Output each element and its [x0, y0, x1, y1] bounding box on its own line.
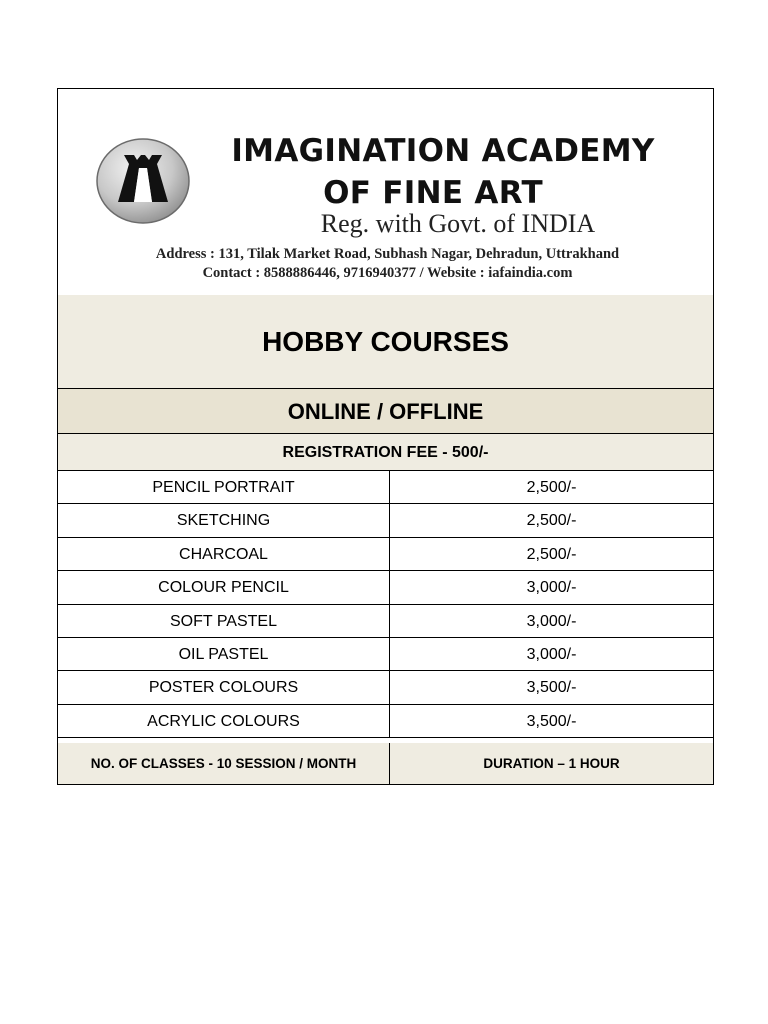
course-name: ACRYLIC COLOURS [58, 705, 390, 737]
academy-address: Address : 131, Tilak Market Road, Subhash Nagar, Dehradun, Uttrakhand [155, 246, 620, 262]
academy-logo-icon [96, 138, 190, 224]
course-name: POSTER COLOURS [58, 671, 390, 703]
academy-title-line2: OF FINE ART [323, 175, 543, 211]
course-fee: 3,500/- [526, 679, 577, 697]
fee-sheet [57, 88, 714, 785]
course-fee: 2,500/- [526, 545, 577, 563]
registration-note: Reg. with Govt. of INDIA [320, 209, 596, 238]
academy-header [58, 89, 713, 296]
course-fee: 3,000/- [526, 579, 577, 597]
course-fee: 3,000/- [526, 645, 577, 663]
course-name: COLOUR PENCIL [58, 571, 390, 603]
course-name: CHARCOAL [58, 538, 390, 570]
registration-fee: REGISTRATION FEE - 500/- [58, 434, 713, 471]
classes-per-month: NO. OF CLASSES - 10 SESSION / MONTH [58, 743, 390, 784]
course-fee: 3,500/- [526, 712, 577, 730]
footer-row [58, 743, 713, 784]
table-row [58, 571, 713, 604]
table-row [58, 638, 713, 671]
table-row [58, 705, 713, 738]
academy-contact: Contact : 8588886446, 9716940377 / Website : iafaindia.com [202, 265, 573, 281]
class-duration: DURATION – 1 HOUR [483, 756, 620, 771]
course-fee: 3,000/- [526, 612, 577, 630]
mode-title: ONLINE / OFFLINE [58, 389, 713, 434]
course-fee-table [58, 471, 713, 738]
course-name: OIL PASTEL [58, 638, 390, 670]
table-row [58, 471, 713, 504]
course-name: PENCIL PORTRAIT [58, 471, 390, 503]
course-fee: 2,500/- [526, 479, 577, 496]
course-name: SKETCHING [58, 504, 390, 536]
table-row [58, 538, 713, 571]
table-row [58, 671, 713, 704]
course-fee: 2,500/- [526, 512, 577, 530]
academy-title-line1: IMAGINATION ACADEMY [231, 133, 655, 169]
course-name: SOFT PASTEL [58, 605, 390, 637]
table-row [58, 605, 713, 638]
table-row [58, 504, 713, 537]
hobby-courses-title: HOBBY COURSES [58, 295, 713, 389]
